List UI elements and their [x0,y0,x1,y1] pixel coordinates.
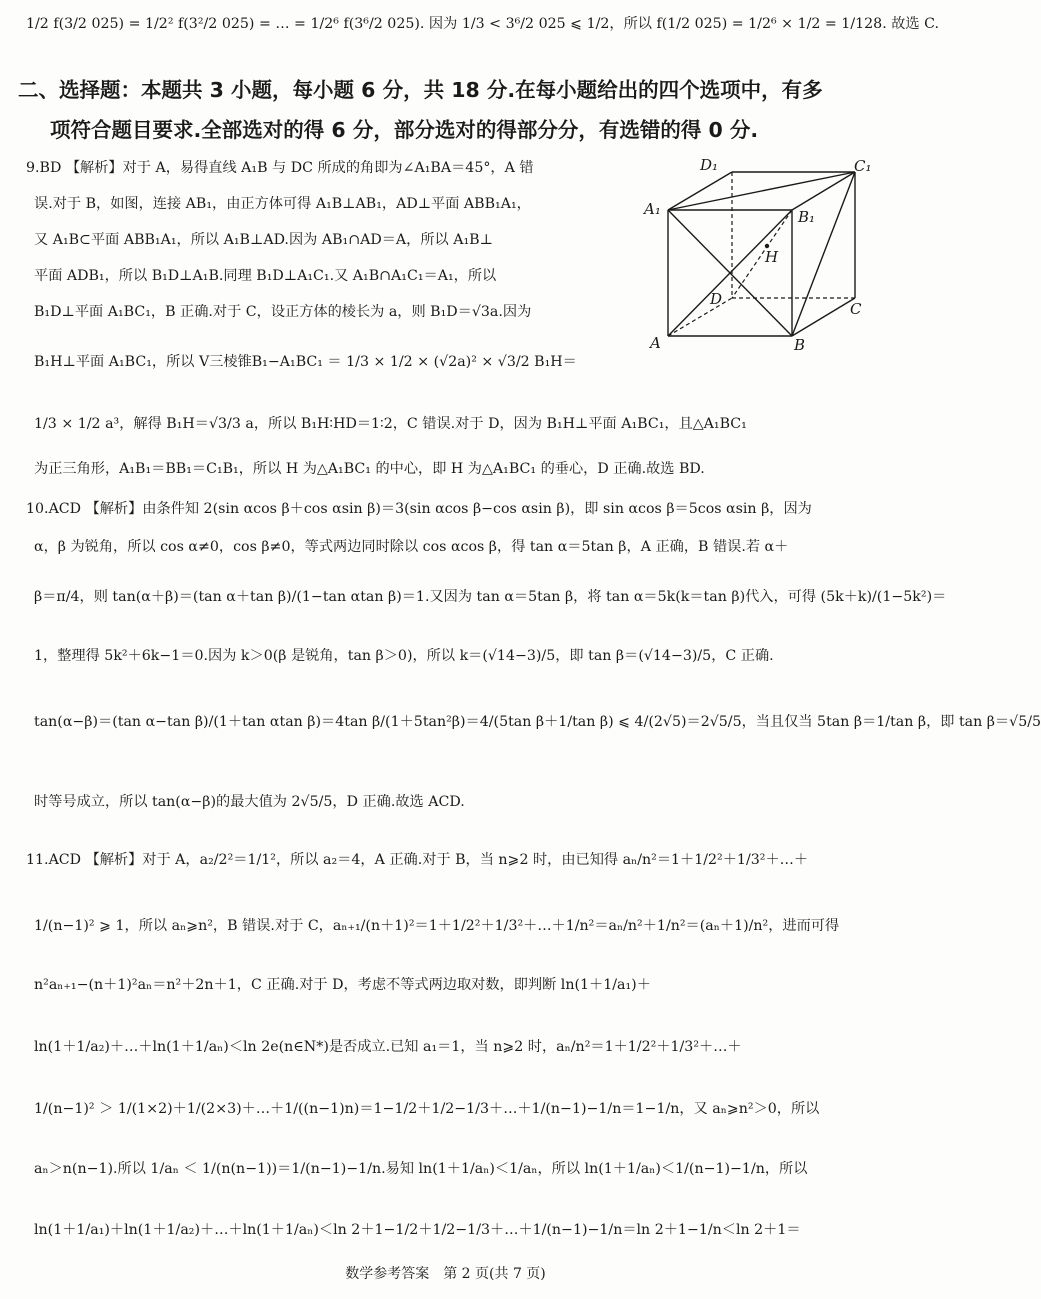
edge-b-c [792,298,855,336]
q10-line-2: α，β 为锐角，所以 cos α≠0，cos β≠0，等式两边同时除以 cos αcos β，得 tan α＝5tan β，A 正确，B 错误.若 α＋ [34,539,789,555]
label-d1: D₁ [700,156,719,174]
q10-line-6: 时等号成立，所以 tan(α−β)的最大值为 2√5/5，D 正确.故选 ACD. [34,794,465,810]
q10-line-3: β＝π/4，则 tan(α＋β)＝(tan α＋tan β)/(1−tan αtan β)＝1.又因为 tan α＝5tan β，将 tan α＝5k(k＝tan β)代入，可得 (5k＋k)/(1−5k²)＝ [34,589,947,605]
label-d: D [710,290,723,308]
q9-line-2: 误.对于 B，如图，连接 AB₁，由正方体可得 A₁B⊥AB₁，AD⊥平面 ABB₁A₁， [34,196,531,212]
label-b: B [794,336,806,354]
q9-line-3: 又 A₁B⊂平面 ABB₁A₁，所以 A₁B⊥AD.因为 AB₁∩AD＝A，所以 A₁B⊥ [34,232,493,248]
section-heading-line-1: 二、选择题：本题共 3 小题，每小题 6 分，共 18 分.在每小题给出的四个选项中，有多 [18,78,823,102]
q10-line-1: 10.ACD 【解析】由条件知 2(sin αcos β＋cos αsin β)＝3(sin αcos β−cos αsin β)，即 sin αcos β＝5cos αsin β，因为 [26,501,812,517]
q9-line-4: 平面 ADB₁，所以 B₁D⊥A₁B.同理 B₁D⊥A₁C₁.又 A₁B∩A₁C₁＝A₁，所以 [34,268,497,284]
q11-line-5: 1/(n−1)² ＞ 1/(1×2)＋1/(2×3)＋…＋1/((n−1)n)＝1−1/2＋1/2−1/3＋…＋1/(n−1)−1/n＝1−1/n，又 aₙ⩾n²＞0，所以 [34,1101,820,1117]
cube-figure [642,152,878,354]
label-a: A [650,334,661,352]
diag-a1-c1 [668,172,855,210]
label-a1: A₁ [644,200,661,218]
page-footer: 数学参考答案 第 2 页(共 7 页) [345,1266,546,1282]
edge-a1-d1 [668,172,732,210]
label-h: H [765,248,779,266]
q11-line-7: ln(1＋1/a₁)＋ln(1＋1/a₂)＋…＋ln(1＋1/aₙ)＜ln 2＋1−1/2＋1/2−1/3＋…＋1/(n−1)−1/n＝ln 2＋1−1/n＜ln 2＋1＝ [34,1222,801,1238]
q11-line-2: 1/(n−1)² ⩾ 1，所以 aₙ⩾n²，B 错误.对于 C，aₙ₊₁/(n＋1)²＝1＋1/2²＋1/3²＋…＋1/n²＝aₙ/n²＋1/n²＝(aₙ＋1)/n²，进而可得 [34,918,840,934]
q11-line-4: ln(1＋1/a₂)＋…＋ln(1＋1/aₙ)＜ln 2e(n∈N*)是否成立.已知 a₁＝1，当 n⩾2 时，aₙ/n²＝1＋1/2²＋1/3²＋…＋ [34,1039,742,1055]
q9-line-8: 为正三角形，A₁B₁＝BB₁＝C₁B₁，所以 H 为△A₁BC₁ 的中心，即 H 为△A₁BC₁ 的垂心，D 正确.故选 BD. [34,461,705,477]
q9-line-5: B₁D⊥平面 A₁BC₁，B 正确.对于 C，设正方体的棱长为 a，则 B₁D＝√3a.因为 [34,304,532,320]
label-c: C [850,300,862,318]
q9-line-1: 9.BD 【解析】对于 A，易得直线 A₁B 与 DC 所成的角即为∠A₁BA＝45°，A 错 [26,160,534,176]
q10-line-5: tan(α−β)＝(tan α−tan β)/(1＋tan αtan β)＝4tan β/(1＋5tan²β)＝4/(5tan β＋1/tan β) ⩽ 4/(2√5)＝2√5/5，当且仅当 5tan β＝1/tan β，即 tan β＝√5/5 [34,714,1041,730]
q10-line-4: 1，整理得 5k²＋6k−1＝0.因为 k＞0(β 是锐角，tan β＞0)，所以 k＝(√14−3)/5，即 tan β＝(√14−3)/5，C 正确. [34,648,774,664]
q11-line-6: aₙ＞n(n−1).所以 1/aₙ ＜ 1/(n(n−1))＝1/(n−1)−1/n.易知 ln(1＋1/aₙ)＜1/aₙ，所以 ln(1＋1/aₙ)＜1/(n−1)−1/n，所以 [34,1161,808,1177]
diag-b-c1 [792,172,855,336]
q9-line-6: B₁H⊥平面 A₁BC₁，所以 V三棱锥B₁−A₁BC₁ ＝ 1/3 × 1/2 × (√2a)² × √3/2 B₁H＝ [34,354,577,370]
label-b1: B₁ [798,208,816,226]
q9-line-7: 1/3 × 1/2 a³，解得 B₁H＝√3/3 a，所以 B₁H∶HD＝1∶2，C 错误.对于 D，因为 B₁H⊥平面 A₁BC₁，且△A₁BC₁ [34,416,747,432]
label-c1: C₁ [854,157,872,175]
text-line-intro: 1/2 f(3/2 025) = 1/2² f(3²/2 025) = … = 1/2⁶ f(3⁶/2 025). 因为 1/3 < 3⁶/2 025 ⩽ 1/2，所以 f(1/2 025) = 1/2⁶ × 1/2 = 1/128. 故选 C. [26,16,939,32]
q11-line-3: n²aₙ₊₁−(n＋1)²aₙ＝n²＋2n＋1，C 正确.对于 D，考虑不等式两边取对数，即判断 ln(1＋1/a₁)＋ [34,977,651,993]
q11-line-1: 11.ACD 【解析】对于 A，a₂/2²＝1/1²，所以 a₂＝4，A 正确.对于 B，当 n⩾2 时，由已知得 aₙ/n²＝1＋1/2²＋1/3²＋…＋ [26,852,809,868]
section-heading-line-2: 项符合题目要求.全部选对的得 6 分，部分选对的得部分分，有选错的得 0 分. [50,118,759,142]
